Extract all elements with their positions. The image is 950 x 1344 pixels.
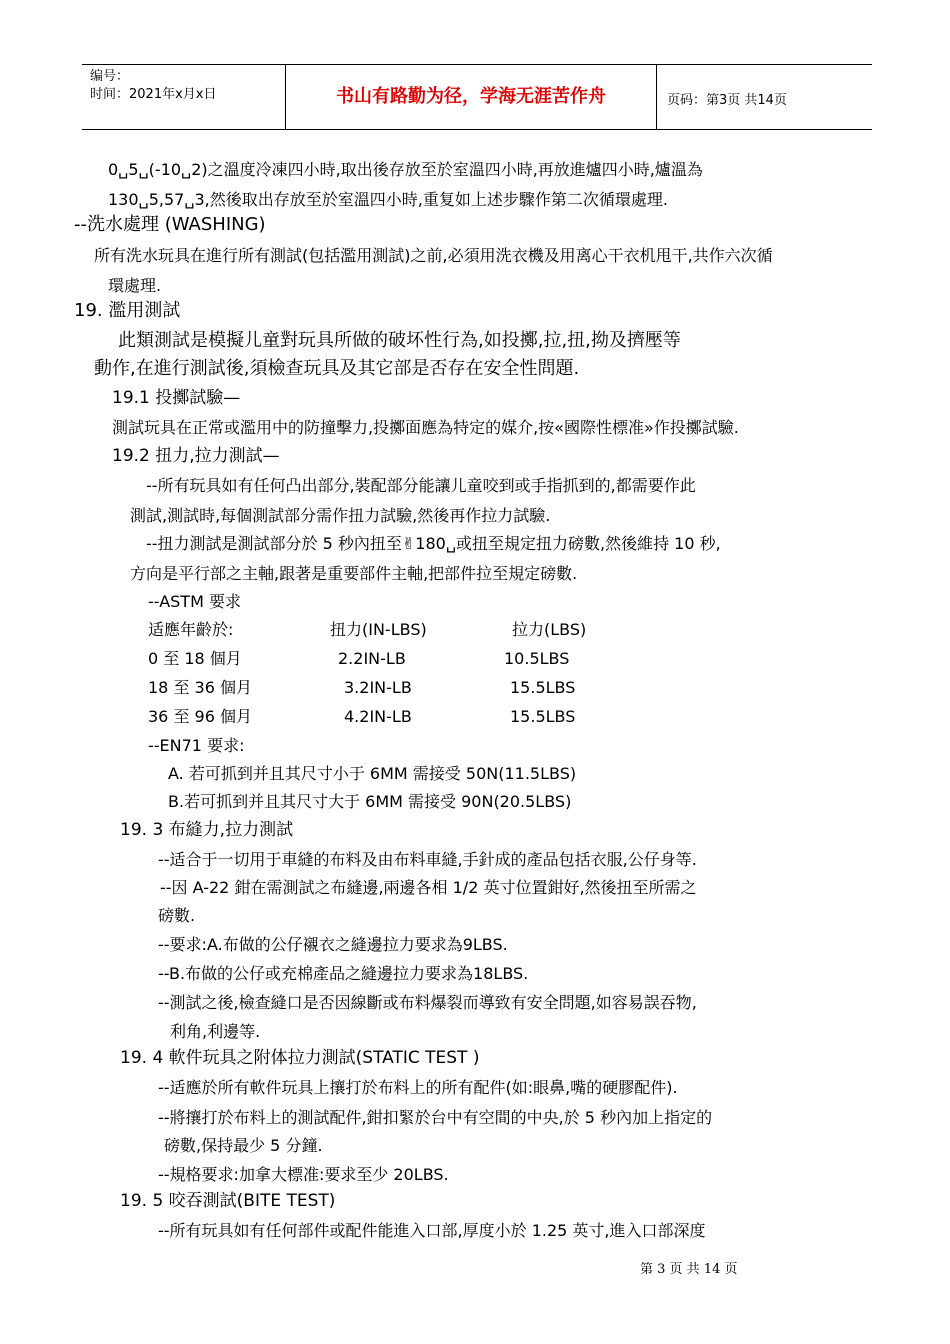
subsection-heading: 19. 3 布縫力,拉力測試 [120,820,294,840]
table-cell: 15.5LBS [510,707,576,726]
table-cell: 36 至 96 個月 [148,707,252,726]
text-line: --适應於所有軟件玩具上攘打於布料上的所有配件(如:眼鼻,嘴的硬膠配件). [158,1078,678,1097]
doc-date: 时间：2021年x月x日 [90,87,217,102]
text-line: 磅數,保持最少 5 分鐘. [164,1136,323,1155]
text-line: 方向是平行部之主軸,跟著是重要部件主軸,把部件拉至規定磅數. [130,564,578,583]
table-cell: 4.2IN-LB [344,707,412,726]
doc-number: 编号： [90,69,130,84]
text-line: 130␣5,57␣3,然後取出存放至於室溫四小時,重复如上述步驟作第二次循環處理. [108,190,668,209]
text-line: --因 A-22 鉗在需測試之布縫邊,兩邊各相 1/2 英寸位置鉗好,然後扭至所需之 [160,878,697,897]
section-heading: --洗水處理 (WASHING) [74,214,266,235]
text-line: --ASTM 要求 [148,592,241,611]
table-cell: 15.5LBS [510,678,576,697]
header-page-info: 页码：第3页 共14页 [667,93,787,108]
page-header [82,64,872,130]
header-meta [90,68,282,104]
text-line: --所有玩具如有任何凸出部分,裝配部分能讓儿童咬到或手指抓到的,都需要作此 [146,476,696,495]
section-heading: 19. 濫用測試 [74,300,181,321]
table-header: 拉力(LBS) [512,620,587,639]
text-line: --适合于一切用于車縫的布料及由布料車縫,手針成的產品包括衣服,公仔身等. [158,850,697,869]
text-line: 0␣5␣(-10␣2)之溫度冷凍四小時,取出後存放至於室溫四小時,再放進爐四小時,爐溫為 [108,160,703,179]
text-line: 所有洗水玩具在進行所有測試(包括濫用測試)之前,必須用洗衣機及用离心干衣机甩干,共作六次循 [94,246,773,265]
table-cell: 10.5LBS [504,649,570,668]
text-line: 動作,在進行測試後,須檢查玩具及其它部是否存在安全性問題. [94,358,580,379]
text-line: --B.布做的公仔或充棉產品之縫邊拉力要求為18LBS. [158,964,529,983]
table-cell: 0 至 18 個月 [148,649,242,668]
subsection-heading: 19. 5 咬吞測試(BITE TEST) [120,1191,336,1211]
subsection-heading: 19.2 扭力,拉力測試— [112,446,280,466]
table-header: 适應年齡於: [148,620,234,639]
table-cell: 3.2IN-LB [344,678,412,697]
table-header: 扭力(IN-LBS) [330,620,427,639]
text-line: 測試玩具在正常或濫用中的防撞擊力,投擲面應為特定的媒介,按«國際性標准»作投擲試驗. [112,418,739,437]
text-line: --將攘打於布料上的測試配件,鉗扣緊於台中有空間的中央,於 5 秒內加上指定的 [158,1108,713,1127]
text-line: --規格要求:加拿大標准:要求至少 20LBS. [158,1165,449,1184]
header-motto: 书山有路勤为径，学海无涯苦作舟 [285,64,657,130]
table-cell: 18 至 36 個月 [148,678,252,697]
text-line: --要求:A.布做的公仔襯衣之縫邊拉力要求為9LBS. [158,935,508,954]
text-line: 此類測試是模擬儿童對玩具所做的破坏性行為,如投擲,拉,扭,拗及擠壓等 [118,330,681,351]
list-item: A. 若可抓到并且其尺寸小于 6MM 需接受 50N(11.5LBS) [168,764,577,783]
text-line: --所有玩具如有任何部件或配件能進入口部,厚度小於 1.25 英寸,進入口部深度 [158,1221,706,1240]
text-line: 磅數. [158,906,196,925]
subsection-heading: 19. 4 軟件玩具之附体拉力測試(STATIC TEST ) [120,1048,480,1068]
text-line: --扭力測試是測試部分於 5 秒內扭至✌180␣或扭至規定扭力磅數,然後維持 10 秒, [146,534,721,553]
subsection-heading: 19.1 投擲試驗— [112,388,241,408]
page-footer: 第 3 页 共 14 页 [640,1262,738,1277]
text-line: --測試之後,檢查縫口是否因線斷或布料爆裂而導致有安全問題,如容易誤吞物, [158,993,697,1012]
text-line: 測試,測試時,每個測試部分需作扭力試驗,然後再作拉力試驗. [130,506,551,525]
table-cell: 2.2IN-LB [338,649,406,668]
text-line: 利角,利邊等. [170,1022,261,1041]
list-item: B.若可抓到并且其尺寸大于 6MM 需接受 90N(20.5LBS) [168,792,572,811]
text-line: --EN71 要求: [148,736,245,755]
text-line: 環處理. [108,276,162,295]
